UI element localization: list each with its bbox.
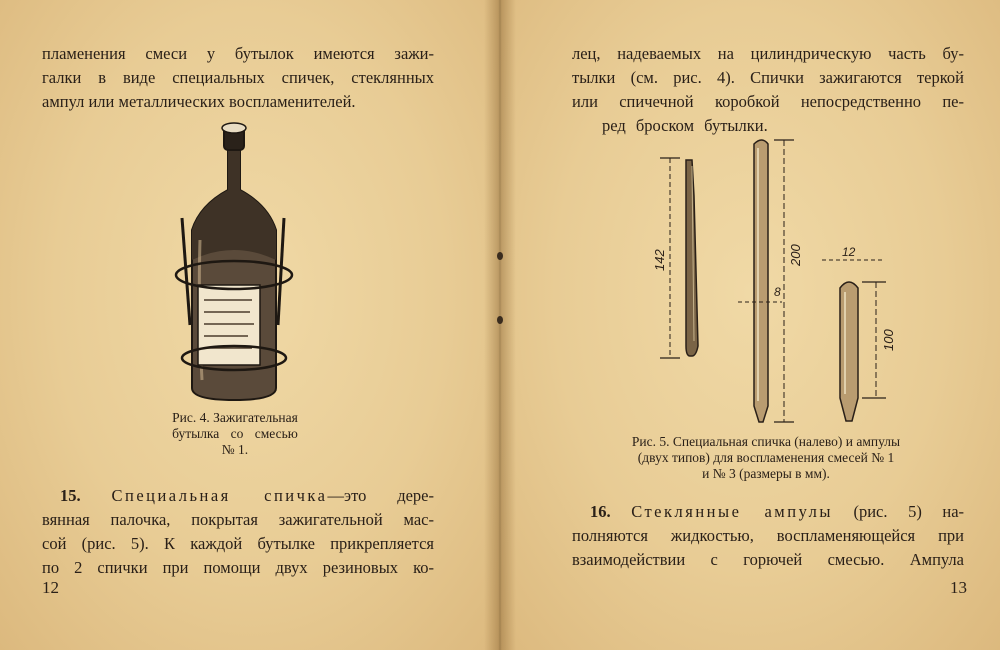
caption-line: бутылка со смесью <box>172 426 298 441</box>
caption-line: Рис. 4. Зажигательная <box>172 410 298 425</box>
text-line: лец, надеваемых на цилиндрическую часть бу- <box>572 44 964 63</box>
section-16-paragraph <box>572 500 964 572</box>
section-term: Стеклянные ампулы <box>631 502 833 521</box>
special-match-drawing <box>652 158 698 358</box>
section-15-paragraph <box>42 484 434 580</box>
dimension-label: 12 <box>842 245 856 259</box>
section-number: 15. <box>60 486 81 505</box>
dimension-label: 8 <box>774 285 781 299</box>
text-line: галки в виде специальных спичек, стеклянных <box>42 68 434 87</box>
page-number-left: 12 <box>42 578 59 597</box>
text-fragment: (рис. 5) на- <box>853 502 965 521</box>
text-fragment: —это дере- <box>327 486 434 505</box>
text-line: по 2 спички при помощи двух резиновых ко- <box>42 558 434 577</box>
text-line: сой (рис. 5). К каждой бутылке прикрепляется <box>42 534 434 553</box>
text-line: взаимодействии с горючей смесью. Ампула <box>572 550 964 569</box>
caption-line: (двух типов) для воспламенения смесей № 1 <box>637 450 895 465</box>
right-page <box>500 0 1000 650</box>
left-intro-paragraph <box>42 42 434 114</box>
text-line: ампул или металлических воспламенителей. <box>42 92 356 111</box>
figure-4-caption <box>150 410 320 458</box>
dimension-label: 142 <box>652 249 667 271</box>
matches-and-ampules-illustration <box>650 136 910 431</box>
section-number: 16. <box>590 502 611 521</box>
long-ampule-drawing <box>738 140 803 422</box>
text-line: ред броском бутылки. <box>602 116 768 135</box>
right-intro-paragraph <box>572 42 964 138</box>
staple-hole <box>497 252 503 260</box>
text-line: полняются жидкостью, воспламеняющейся при <box>572 526 964 545</box>
text-line <box>572 500 964 524</box>
text-line: вянная палочка, покрытая зажигательной мас- <box>42 510 434 529</box>
dimension-label: 100 <box>881 329 896 351</box>
figure-5-caption <box>596 434 936 482</box>
short-ampule-drawing <box>822 245 896 421</box>
page-number-right: 13 <box>950 578 967 597</box>
caption-line: № 1. <box>221 442 249 457</box>
caption-line: и № 3 (размеры в мм). <box>702 466 830 481</box>
caption-line: Рис. 5. Специальная спичка (налево) и ампулы <box>631 434 901 449</box>
section-term: Специальная спичка <box>111 486 328 505</box>
staple-hole <box>497 316 503 324</box>
text-line: тылки (см. рис. 4). Спички зажигаются теркой <box>572 68 964 87</box>
book-gutter <box>484 0 516 650</box>
dimension-label: 200 <box>788 244 803 266</box>
text-line <box>42 484 434 508</box>
incendiary-bottle-illustration <box>170 120 300 405</box>
text-line: или спичечной коробкой непосредственно пе- <box>572 92 964 111</box>
text-line: пламенения смеси у бутылок имеются зажи- <box>42 44 434 63</box>
